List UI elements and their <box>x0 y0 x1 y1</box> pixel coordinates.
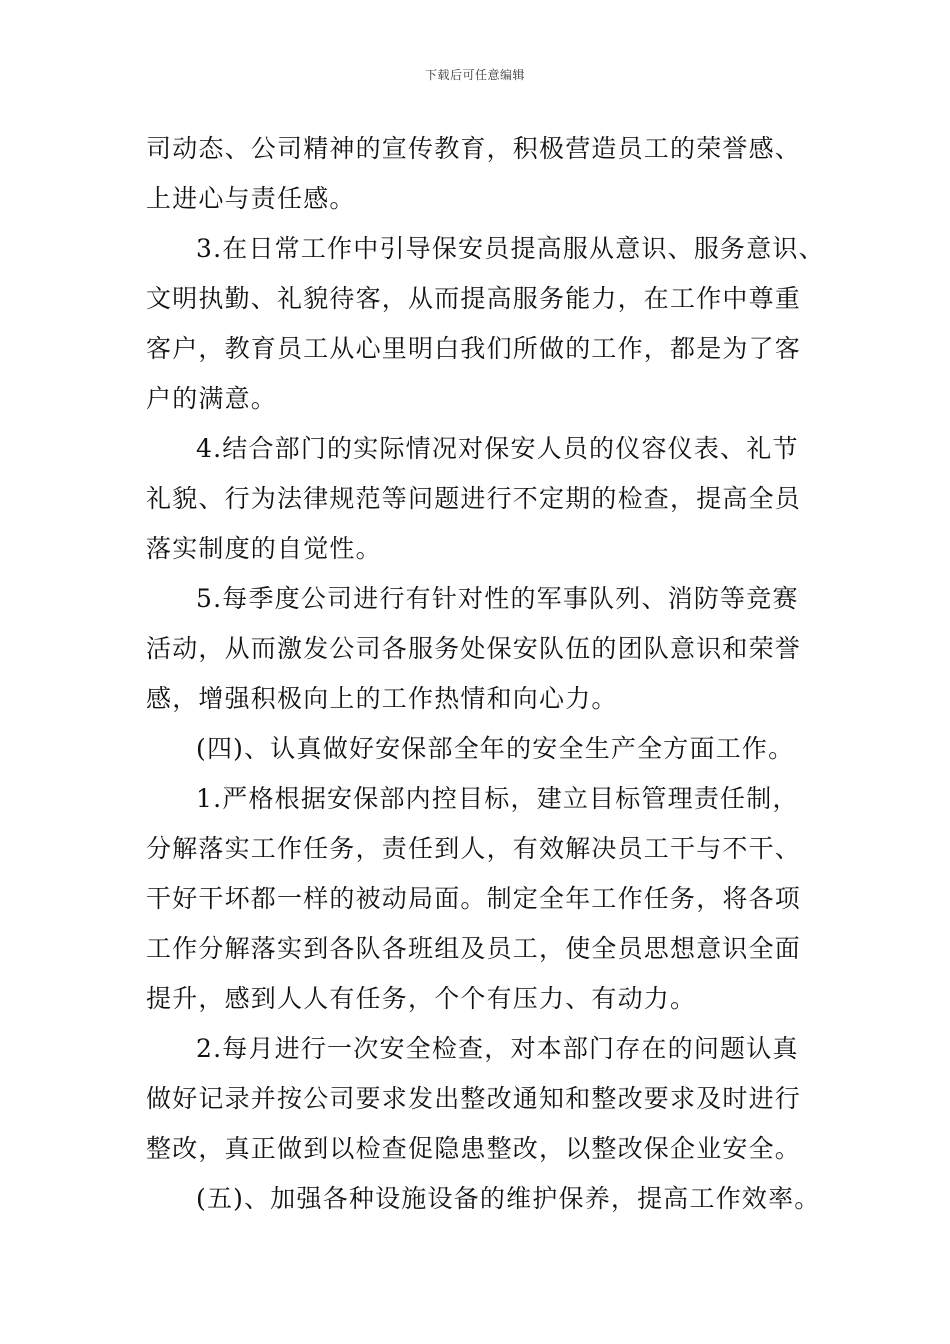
text-line: 5.每季度公司进行有针对性的军事队列、消防等竞赛 <box>196 584 799 613</box>
section-heading: (五)、加强各种设施设备的维护保养，提高工作效率。 <box>196 1184 821 1213</box>
text-line: 4.结合部门的实际情况对保安人员的仪容仪表、礼节 <box>196 434 799 463</box>
text-line: 1.严格根据安保部内控目标，建立目标管理责任制， <box>196 784 799 813</box>
text-line: 干好干坏都一样的被动局面。制定全年工作任务，将各项 <box>146 884 802 913</box>
text-line: 2.每月进行一次安全检查，对本部门存在的问题认真 <box>196 1034 799 1063</box>
text-line: 礼貌、行为法律规范等问题进行不定期的检查，提高全员 <box>146 484 802 513</box>
text-line: 提升，感到人人有任务，个个有压力、有动力。 <box>146 984 697 1013</box>
text-line: 司动态、公司精神的宣传教育，积极营造员工的荣誉感、 <box>146 134 802 163</box>
text-line: 做好记录并按公司要求发出整改通知和整改要求及时进行 <box>146 1084 802 1113</box>
text-line: 3.在日常工作中引导保安员提高服从意识、服务意识、 <box>196 234 825 263</box>
text-line: 感，增强积极向上的工作热情和向心力。 <box>146 684 618 713</box>
text-line: 分解落实工作任务，责任到人，有效解决员工干与不干、 <box>146 834 802 863</box>
text-line: 整改，真正做到以检查促隐患整改，以整改保企业安全。 <box>146 1134 802 1163</box>
text-line: 工作分解落实到各队各班组及员工，使全员思想意识全面 <box>146 934 802 963</box>
section-heading: (四)、认真做好安保部全年的安全生产全方面工作。 <box>196 734 795 763</box>
text-line: 落实制度的自觉性。 <box>146 534 382 563</box>
text-line: 活动，从而激发公司各服务处保安队伍的团队意识和荣誉 <box>146 634 802 663</box>
document-body <box>146 124 836 1224</box>
text-line: 户的满意。 <box>146 384 278 413</box>
text-line: 文明执勤、礼貌待客，从而提高服务能力，在工作中尊重 <box>146 284 802 313</box>
text-line: 客户，教育员工从心里明白我们所做的工作，都是为了客 <box>146 334 802 363</box>
header-note: 下载后可任意编辑 <box>424 68 525 82</box>
text-line: 上进心与责任感。 <box>146 184 356 213</box>
